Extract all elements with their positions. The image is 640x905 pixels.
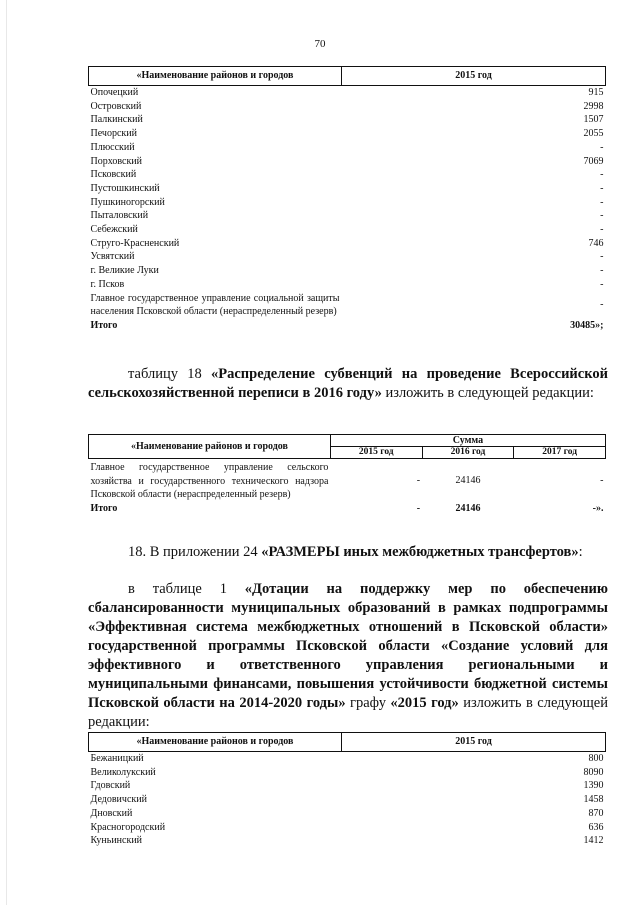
- table-row: [89, 182, 606, 196]
- row-name: Пыталовский: [90, 210, 149, 222]
- table-row: [89, 779, 606, 793]
- table1-title: «Дотации на поддержку мер по обеспечению сбалансированности муниципальных образований в рамках подпрограммы «Эффективная система межбюджетных отношений в Псковской области» государственной программы Псковской области «Создание условий для эффективного и ответственного управления региональными и муниципальными финансами, повышения устойчивости бюджетной системы Псковской области на 2014-2020 годы»: [88, 581, 608, 711]
- row-value: -: [600, 299, 604, 311]
- row-name: Псковский: [90, 169, 137, 181]
- row-name: Островский: [90, 100, 142, 112]
- table-row: [89, 752, 606, 766]
- row-name: Плюсский: [90, 141, 135, 153]
- table-row: [89, 821, 606, 835]
- table-row: [89, 113, 606, 127]
- row-value: -: [600, 141, 604, 153]
- total-2016: 24146: [455, 503, 481, 515]
- value-2016: 24146: [455, 474, 481, 486]
- table-row: [89, 793, 606, 807]
- row-value: -: [600, 224, 604, 236]
- table-row: [89, 250, 606, 264]
- table-row-name: Главное государственное управление сельского хозяйства и государственного технического надзора Псковской области (нераспределенный резерв): [90, 462, 329, 501]
- scan-edge: [6, 0, 7, 905]
- row-value: 1507: [583, 114, 604, 126]
- row-value: 1412: [583, 835, 604, 847]
- row-value: 800: [588, 753, 604, 764]
- row-value: 2998: [583, 100, 604, 112]
- table-row: [89, 168, 606, 182]
- value-2015: -: [416, 474, 421, 486]
- column-header-year: 2015 год: [342, 67, 606, 86]
- table-agricultural-census: [88, 434, 606, 516]
- row-value: -: [600, 182, 604, 194]
- row-value: 1390: [583, 780, 604, 792]
- row-name: Палкинский: [90, 114, 143, 126]
- row-value: 7069: [583, 155, 604, 167]
- value-2017: -: [600, 474, 604, 486]
- row-value: 1458: [583, 794, 604, 806]
- total-value: 30485»;: [570, 319, 604, 331]
- row-name: Порховский: [90, 155, 143, 167]
- row-name: Усвятский: [90, 251, 135, 263]
- column-header-2016: 2016 год: [422, 447, 514, 459]
- total-label: Итого: [90, 319, 118, 331]
- row-name: Струго-Красненский: [90, 237, 180, 249]
- row-value: 746: [588, 237, 604, 249]
- column-header-name: «Наименование районов и городов: [89, 733, 342, 752]
- table-district-allocations-2015: [88, 66, 606, 333]
- table-row: [89, 223, 606, 237]
- row-name: Бежаницкий: [90, 753, 144, 764]
- table-row: [89, 155, 606, 169]
- row-name: Дедовичский: [90, 794, 147, 806]
- row-value: -: [600, 265, 604, 277]
- table-balance-subsidies-2015: [88, 732, 606, 848]
- paragraph-table18: таблицу 18 «Распределение субвенций на проведение Всероссийской сельскохозяйственной переписи в 2016 году» изложить в следующей редакции:: [88, 366, 608, 401]
- total-2015: -: [416, 503, 421, 515]
- row-name: Гдовский: [90, 780, 131, 792]
- row-value: 870: [588, 807, 604, 819]
- column-header-2015: 2015 год: [330, 447, 422, 459]
- table-row: [89, 292, 606, 319]
- table-row: [89, 264, 606, 278]
- row-value: 8090: [583, 766, 604, 778]
- row-name: Великолукский: [90, 766, 156, 778]
- row-name: Дновский: [90, 807, 133, 819]
- table-row: [89, 196, 606, 210]
- section-18-heading: 18. В приложении 24 «РАЗМЕРЫ иных межбюджетных трансфертов»:: [128, 544, 583, 560]
- table-row: [89, 834, 606, 848]
- row-name: Красногородский: [90, 821, 166, 833]
- table-row: [89, 127, 606, 141]
- column-header-year: 2015 год: [342, 733, 606, 752]
- column-header-sum: Сумма: [330, 435, 605, 447]
- row-name: Печорский: [90, 128, 137, 140]
- row-value: -: [600, 196, 604, 208]
- column-header-name: «Наименование районов и городов: [89, 435, 331, 459]
- table-row: [89, 807, 606, 821]
- row-name: Пушкиногорский: [90, 196, 165, 208]
- row-value: 636: [588, 821, 604, 833]
- row-value: -: [600, 210, 604, 222]
- row-value: 2055: [583, 128, 604, 140]
- table-row: [89, 86, 606, 100]
- row-name: Главное государственное управление социальной защиты населения Псковской области (нераспределенный резерв): [90, 292, 340, 318]
- row-name: г. Псков: [90, 278, 125, 290]
- row-name: Опочецкий: [90, 87, 139, 98]
- total-label: Итого: [90, 503, 118, 515]
- row-name: Себежский: [90, 224, 138, 236]
- table-row: [89, 209, 606, 223]
- column-header-2017: 2017 год: [514, 447, 606, 459]
- row-value: 915: [588, 87, 604, 98]
- page-number: 70: [314, 38, 326, 50]
- table18-title: «Распределение субвенций на проведение Всероссийской сельскохозяйственной переписи в 2016 году»: [88, 366, 608, 401]
- table-row: [89, 237, 606, 251]
- total-2017: -».: [592, 503, 604, 515]
- table-row: [89, 100, 606, 114]
- table-row: [89, 766, 606, 780]
- table-row: [89, 141, 606, 155]
- paragraph-table1: в таблице 1 «Дотации на поддержку мер по обеспечению сбалансированности муниципальных образований в рамках подпрограммы «Эффективная система межбюджетных отношений в Псковской области» государственной программы Псковской области «Создание условий для эффективного и ответственного управления региональными и муниципальными финансами, повышения устойчивости бюджетной системы Псковской области на 2014-2020 годы» графу «2015 год» изложить в следующей редакции:: [88, 581, 609, 730]
- row-value: -: [600, 251, 604, 263]
- table-row: [89, 278, 606, 292]
- row-name: г. Великие Луки: [90, 265, 159, 277]
- row-name: Пустошкинский: [90, 182, 160, 194]
- column-header-name: «Наименование районов и городов: [89, 67, 342, 86]
- row-value: -: [600, 169, 604, 181]
- row-name: Куньинский: [90, 835, 143, 847]
- row-value: -: [600, 278, 604, 290]
